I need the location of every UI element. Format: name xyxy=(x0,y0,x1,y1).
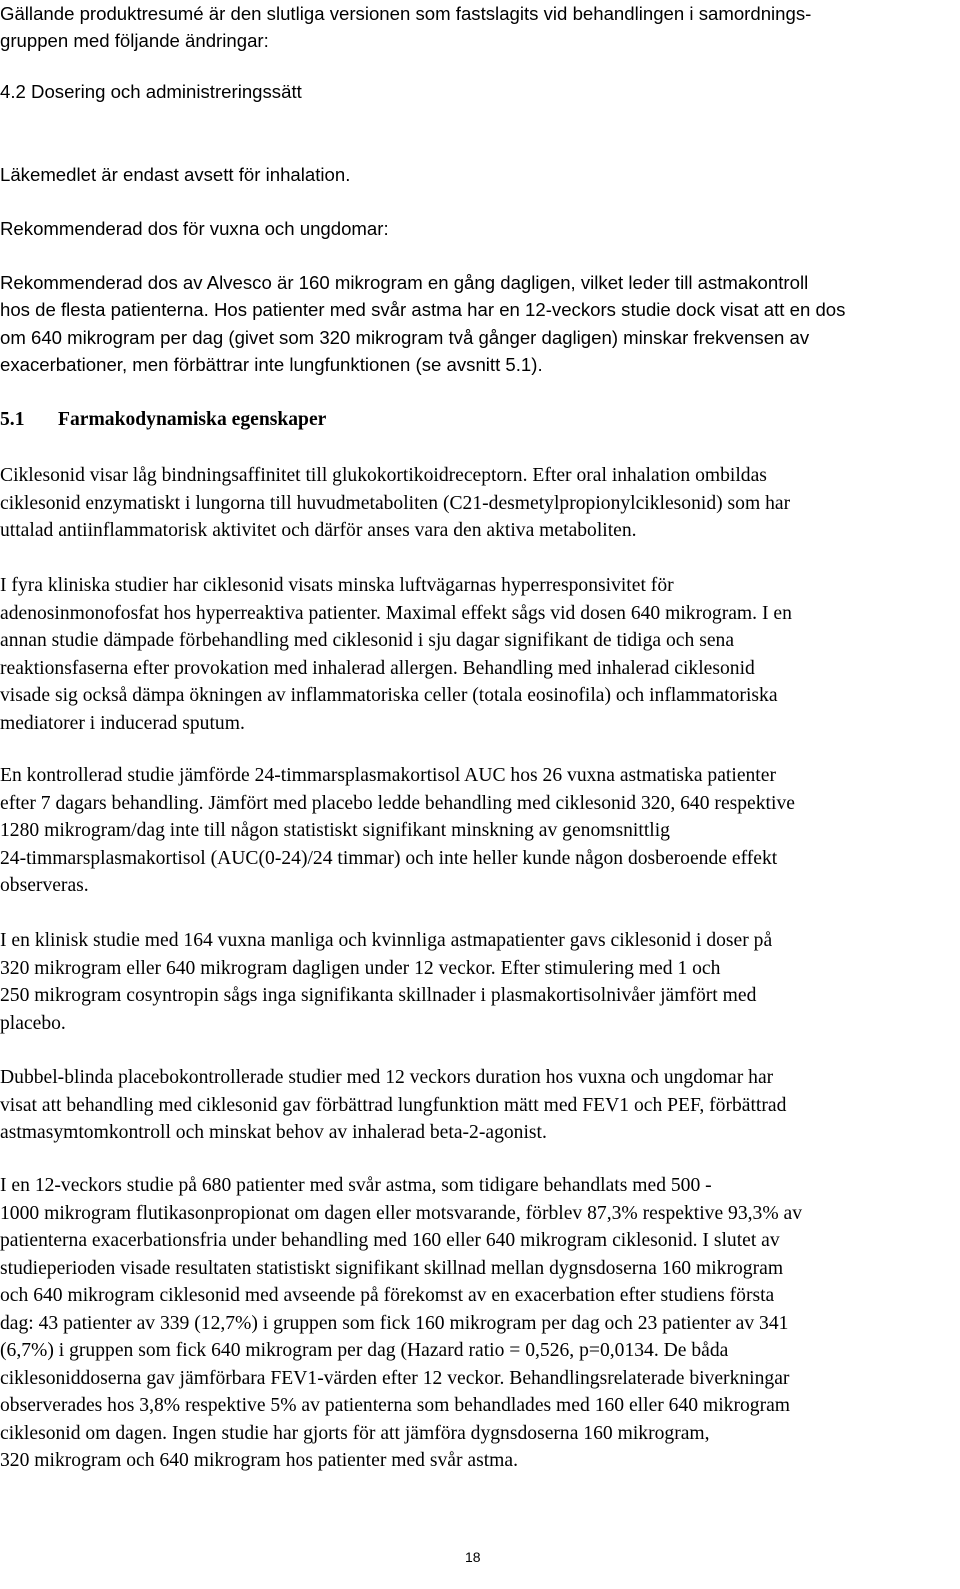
text-line: ciklesoniddoserna gav jämförbara FEV1-värden efter 12 veckor. Behandlingsrelaterade biverkningar xyxy=(0,1367,790,1389)
text-line: adenosinmonofosfat hos hyperreaktiva patienter. Maximal effekt sågs vid dosen 640 mikrogram. I en xyxy=(0,602,792,624)
section-51-paragraph xyxy=(0,1064,786,1147)
text-line: 250 mikrogram cosyntropin sågs inga signifikanta skillnader i plasmakortisolnivåer jämfört med xyxy=(0,985,757,1006)
section-title: Farmakodynamiska egenskaper xyxy=(58,409,327,430)
intro-line: Gällande produktresumé är den slutliga versionen som fastslagits vid behandlingen i samordnings- xyxy=(0,3,812,24)
text-line: patienterna exacerbationsfria under behandling med 160 eller 640 mikrogram ciklesonid. I slutet av xyxy=(0,1230,780,1251)
section-51-heading xyxy=(0,409,326,431)
text-line: observeras. xyxy=(0,875,89,896)
section-42-paragraph: Läkemedlet är endast avsett för inhalation. xyxy=(0,164,351,185)
text-line: dag: 43 patienter av 339 (12,7%) i gruppen som fick 160 mikrogram per dag och 23 patienter av 341 xyxy=(0,1312,789,1334)
section-42-paragraph xyxy=(0,269,845,378)
text-line: 320 mikrogram och 640 mikrogram hos patienter med svår astma. xyxy=(0,1450,519,1471)
section-51-paragraph xyxy=(0,572,792,737)
text-line: reaktionsfaserna efter provokation med inhalerad allergen. Behandling med inhalerad ciklesonid xyxy=(0,657,755,679)
text-line: Dubbel-blinda placebokontrollerade studier med 12 veckors duration hos vuxna och ungdomar har xyxy=(0,1067,774,1088)
section-51-paragraph xyxy=(0,1172,802,1475)
text-line: uttalad antiinflammatorisk aktivitet och därför anses vara den aktiva metaboliten. xyxy=(0,520,637,541)
section-42-heading: 4.2 Dosering och administreringssätt xyxy=(0,81,302,102)
text-line: En kontrollerad studie jämförde 24-timmarsplasmakortisol AUC hos 26 vuxna astmatiska patienter xyxy=(0,765,776,786)
text-line: 1280 mikrogram/dag inte till någon statistiskt signifikant minskning av genomsnittlig xyxy=(0,820,670,841)
text-line: 1000 mikrogram flutikasonpropionat om dagen eller motsvarande, förblev 87,3% respektive 93,3% av xyxy=(0,1202,803,1224)
text-line: placebo. xyxy=(0,1012,66,1034)
section-51-paragraph xyxy=(0,762,795,900)
text-line: studieperioden visade resultaten statistiskt signifikant skillnad mellan dygnsdoserna 160 mikrogram xyxy=(0,1257,784,1279)
section-number: 5.1 xyxy=(0,409,25,430)
text-line: I en 12-veckors studie på 680 patienter med svår astma, som tidigare behandlats med 500 - xyxy=(0,1175,712,1196)
section-42-paragraph: Rekommenderad dos för vuxna och ungdomar: xyxy=(0,218,389,239)
section-51-paragraph xyxy=(0,462,790,545)
text-line: ciklesonid enzymatiskt i lungorna till huvudmetaboliten (C21-desmetylpropionylciklesonid) som har xyxy=(0,492,791,514)
text-line: mediatorer i inducerad sputum. xyxy=(0,712,245,734)
section-51-paragraph xyxy=(0,927,772,1037)
text-line: annan studie dämpade förbehandling med ciklesonid i sju dagar signifikant de tidiga och sena xyxy=(0,630,735,651)
text-line: visade sig också dämpa ökningen av inflammatoriska celler (totala eosinofila) och inflammatoriska xyxy=(0,685,778,706)
text-line: I en klinisk studie med 164 vuxna manliga och kvinnliga astmapatienter gavs ciklesonid i doser på xyxy=(0,930,773,951)
page-number: 18 xyxy=(465,1549,481,1565)
text-line: och 640 mikrogram ciklesonid med avseende på förekomst av en exacerbation efter studiens första xyxy=(0,1285,775,1306)
text-line: efter 7 dagars behandling. Jämfört med placebo ledde behandling med ciklesonid 320, 640 respektive xyxy=(0,792,795,814)
text-line: astmasymtomkontroll och minskat behov av inhalerad beta-2-agonist. xyxy=(0,1122,547,1143)
text-line: exacerbationer, men förbättrar inte lungfunktionen (se avsnitt 5.1). xyxy=(0,353,543,375)
text-line: 24-timmarsplasmakortisol (AUC(0-24)/24 timmar) och inte heller kunde någon dosberoende effekt xyxy=(0,847,778,869)
text-line: 320 mikrogram eller 640 mikrogram dagligen under 12 veckor. Efter stimulering med 1 och xyxy=(0,957,721,979)
text-line: hos de flesta patienterna. Hos patienter med svår astma har en 12-veckors studie dock visat att en dos xyxy=(0,299,846,321)
intro-paragraph xyxy=(0,0,811,55)
text-line: I fyra kliniska studier har ciklesonid visats minska luftvägarnas hyperresponsivitet för xyxy=(0,575,674,596)
text-line: visat att behandling med ciklesonid gav förbättrad lungfunktion mätt med FEV1 och PEF, förbättrad xyxy=(0,1094,787,1116)
text-line: (6,7%) i gruppen som fick 640 mikrogram per dag (Hazard ratio = 0,526, p=0,0134. De båda xyxy=(0,1340,729,1361)
text-line: om 640 mikrogram per dag (givet som 320 mikrogram två gånger dagligen) minskar frekvensen av xyxy=(0,326,810,348)
text-line: Ciklesonid visar låg bindningsaffinitet till glukokortikoidreceptorn. Efter oral inhalation ombildas xyxy=(0,465,767,486)
intro-line: gruppen med följande ändringar: xyxy=(0,30,269,52)
text-line: observerades hos 3,8% respektive 5% av patienterna som behandlades med 160 eller 640 mikrogram xyxy=(0,1395,791,1416)
text-line: ciklesonid om dagen. Ingen studie har gjorts för att jämföra dygnsdoserna 160 mikrogram, xyxy=(0,1422,710,1444)
text-line: Rekommenderad dos av Alvesco är 160 mikrogram en gång dagligen, vilket leder till astmakontroll xyxy=(0,272,809,293)
